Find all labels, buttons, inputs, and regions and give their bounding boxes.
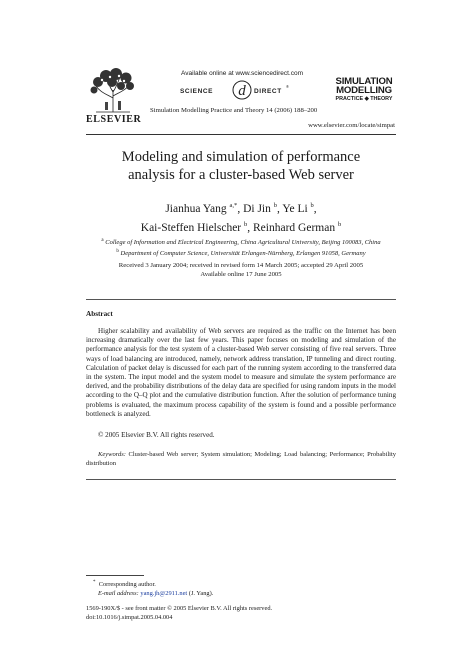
journal-logo-line1: SIMULATION bbox=[335, 76, 393, 87]
svg-text:d: d bbox=[238, 83, 246, 99]
author-affil-mark[interactable]: b bbox=[310, 202, 314, 209]
keywords bbox=[86, 451, 396, 468]
author-line-2: Kai-Steffen Hielscher $^b$, Reinhard German $^b$ bbox=[140, 220, 342, 234]
title-line-1: Modeling and simulation of performance bbox=[121, 149, 361, 165]
journal-url[interactable]: www.elsevier.com/locate/simpat bbox=[308, 122, 395, 129]
footnote-star: * bbox=[93, 580, 96, 585]
journal-logo bbox=[335, 78, 393, 104]
email-link[interactable]: yang.jh@2911.net bbox=[140, 590, 188, 597]
abstract-heading: Abstract bbox=[86, 310, 113, 318]
corresponding-label: Corresponding author. bbox=[98, 581, 156, 589]
keywords-list: Cluster-based Web server; System simulation; Modeling; Load balancing; Performance; Probability distribution bbox=[86, 451, 397, 467]
abstract-top-divider bbox=[86, 299, 396, 300]
available-online-text: Available online at www.sciencedirect.com bbox=[181, 70, 303, 77]
author-affil-mark[interactable]: b bbox=[273, 202, 277, 209]
affiliation-mark: b bbox=[116, 248, 119, 254]
title-line-2: analysis for a cluster-based Web server bbox=[128, 167, 354, 183]
publisher-name: ELSEVIER bbox=[86, 114, 142, 125]
author-name: Reinhard German bbox=[253, 221, 336, 234]
journal-logo-line3: PRACTICE ◆ THEORY bbox=[335, 96, 393, 102]
article-dates bbox=[86, 262, 396, 279]
affiliations bbox=[86, 237, 396, 258]
author-name: Di Jin bbox=[243, 202, 271, 215]
keywords-label: Keywords: bbox=[98, 451, 126, 458]
article-title bbox=[86, 148, 396, 184]
author-affil-mark[interactable]: a,* bbox=[229, 202, 238, 209]
header-divider bbox=[86, 134, 396, 135]
author-line-1: Jianhua Yang $^{a,*}$, Di Jin $^b$, Ye Li $^b$, bbox=[165, 202, 317, 215]
available-online-date: Available online 17 June 2005 bbox=[200, 270, 282, 278]
issn-line: 1569-190X/$ - see front matter © 2005 Elsevier B.V. All rights reserved. bbox=[86, 605, 273, 612]
email-suffix: (J. Yang). bbox=[188, 590, 214, 597]
journal-logo-line2: MODELLING bbox=[336, 84, 392, 96]
affiliation-text: Department of Computer Science, Universität Erlangen-Nürnberg, Erlangen 91058, Germany bbox=[120, 249, 366, 257]
author-name: Ye Li bbox=[282, 202, 308, 215]
abstract-body: Higher scalability and availability of Web servers are required as the traffic on the Internet has been increasing dramatically over the last few years. This paper focuses on modeling and simulation of the performance analysis for the test system of a cluster-based Web server consisting of five real servers. Three ways of load balancing are introduced, namely, network address translation, IP tunneling and direct routing. Calculation of packet delay is discussed for each part of the running system according to the transferred data in the system. The input model and the system model to measure and simulate the system performance are derived, and the probability distributions of the delay data are specified for using random inputs in the model according to the Q–Q plot and the cumulative distribution function. After the solution of performance tuning problems is evaluated, the maximum process capability of the system is found and a possible performance bottleneck is analyzed. bbox=[86, 327, 396, 418]
svg-text:®: ® bbox=[286, 84, 289, 89]
author-affil-mark[interactable]: b bbox=[244, 220, 248, 228]
abstract-copyright: © 2005 Elsevier B.V. All rights reserved. bbox=[98, 431, 215, 439]
svg-text:SCIENCE: SCIENCE bbox=[180, 88, 214, 95]
affiliation-mark: a bbox=[101, 238, 104, 243]
received-dates: Received 3 January 2004; received in revised form 14 March 2005; accepted 29 April 2005 bbox=[118, 262, 364, 269]
corresponding-author-note bbox=[93, 580, 156, 588]
author-list bbox=[86, 198, 396, 236]
journal-citation: Simulation Modelling Practice and Theory 14 (2006) 188–200 bbox=[150, 107, 318, 114]
email-note bbox=[98, 590, 213, 597]
affiliation-b bbox=[86, 248, 396, 259]
svg-text:DIRECT: DIRECT bbox=[254, 88, 282, 95]
email-label: E-mail address: bbox=[98, 590, 139, 597]
affiliation-text: College of Information and Electrical Engineering, China Agricultural University, Beijing 100083, China bbox=[105, 239, 381, 247]
abstract-bottom-divider bbox=[86, 479, 396, 480]
author-name: Kai-Steffen Hielscher bbox=[140, 221, 242, 234]
doi-line[interactable]: doi:10.1016/j.simpat.2005.04.004 bbox=[86, 614, 173, 621]
author-affil-mark[interactable]: b bbox=[337, 220, 342, 228]
footnote-divider bbox=[86, 575, 144, 576]
affiliation-a bbox=[86, 237, 396, 248]
sciencedirect-logo bbox=[180, 79, 304, 101]
author-name: Jianhua Yang bbox=[165, 202, 227, 215]
